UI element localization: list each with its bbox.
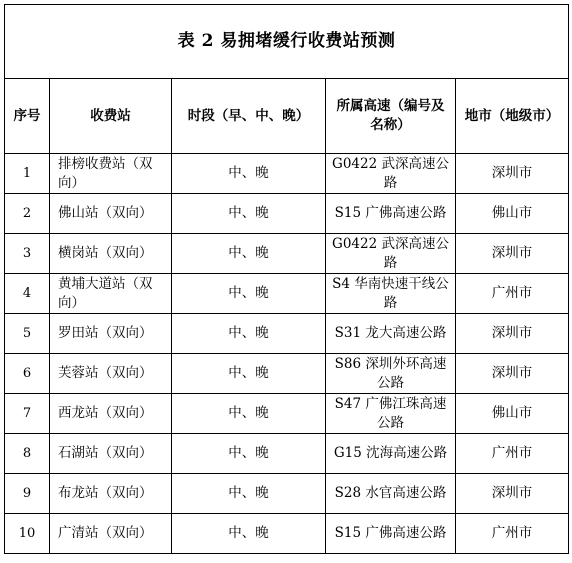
cell-highway: S15 广佛高速公路 [326,194,456,234]
cell-seq: 3 [5,234,50,274]
cell-period: 中、晚 [172,394,326,434]
cell-highway: G0422 武深高速公路 [326,234,456,274]
cell-city: 深圳市 [456,474,569,514]
table-title: 表 2 易拥堵缓行收费站预测 [5,5,569,79]
cell-period: 中、晚 [172,434,326,474]
table-row [5,234,569,274]
table-row [5,274,569,314]
cell-period: 中、晚 [172,354,326,394]
cell-city: 广州市 [456,434,569,474]
cell-seq: 2 [5,194,50,234]
cell-station: 排榜收费站（双向） [50,154,172,194]
header-period: 时段（早、中、晚） [172,79,326,154]
cell-station: 横岗站（双向） [50,234,172,274]
congestion-forecast-table [4,4,569,554]
cell-city: 深圳市 [456,234,569,274]
table-row [5,394,569,434]
cell-station: 布龙站（双向） [50,474,172,514]
cell-station: 石湖站（双向） [50,434,172,474]
table-row [5,314,569,354]
cell-city: 广州市 [456,514,569,554]
cell-city: 佛山市 [456,394,569,434]
header-seq: 序号 [5,79,50,154]
table-row [5,474,569,514]
cell-period: 中、晚 [172,274,326,314]
cell-period: 中、晚 [172,194,326,234]
cell-seq: 4 [5,274,50,314]
table-row [5,194,569,234]
cell-highway: S47 广佛江珠高速公路 [326,394,456,434]
table-header-row [5,79,569,154]
cell-seq: 6 [5,354,50,394]
header-city: 地市（地级市） [456,79,569,154]
header-station: 收费站 [50,79,172,154]
table-row [5,354,569,394]
cell-seq: 10 [5,514,50,554]
cell-seq: 9 [5,474,50,514]
cell-station: 佛山站（双向） [50,194,172,234]
cell-highway: S15 广佛高速公路 [326,514,456,554]
cell-city: 深圳市 [456,314,569,354]
cell-highway: S4 华南快速干线公路 [326,274,456,314]
cell-highway: S28 水官高速公路 [326,474,456,514]
cell-seq: 1 [5,154,50,194]
header-highway: 所属高速（编号及名称） [326,79,456,154]
table-row [5,514,569,554]
cell-highway: G15 沈海高速公路 [326,434,456,474]
cell-seq: 8 [5,434,50,474]
cell-station: 罗田站（双向） [50,314,172,354]
cell-period: 中、晚 [172,154,326,194]
cell-period: 中、晚 [172,474,326,514]
cell-station: 芙蓉站（双向） [50,354,172,394]
cell-seq: 7 [5,394,50,434]
cell-highway: S86 深圳外环高速公路 [326,354,456,394]
cell-station: 黄埔大道站（双向） [50,274,172,314]
cell-city: 深圳市 [456,354,569,394]
cell-station: 西龙站（双向） [50,394,172,434]
cell-period: 中、晚 [172,514,326,554]
cell-city: 佛山市 [456,194,569,234]
cell-city: 广州市 [456,274,569,314]
table-row [5,154,569,194]
table-row [5,434,569,474]
cell-period: 中、晚 [172,234,326,274]
cell-highway: S31 龙大高速公路 [326,314,456,354]
cell-highway: G0422 武深高速公路 [326,154,456,194]
cell-seq: 5 [5,314,50,354]
cell-period: 中、晚 [172,314,326,354]
cell-station: 广清站（双向） [50,514,172,554]
cell-city: 深圳市 [456,154,569,194]
